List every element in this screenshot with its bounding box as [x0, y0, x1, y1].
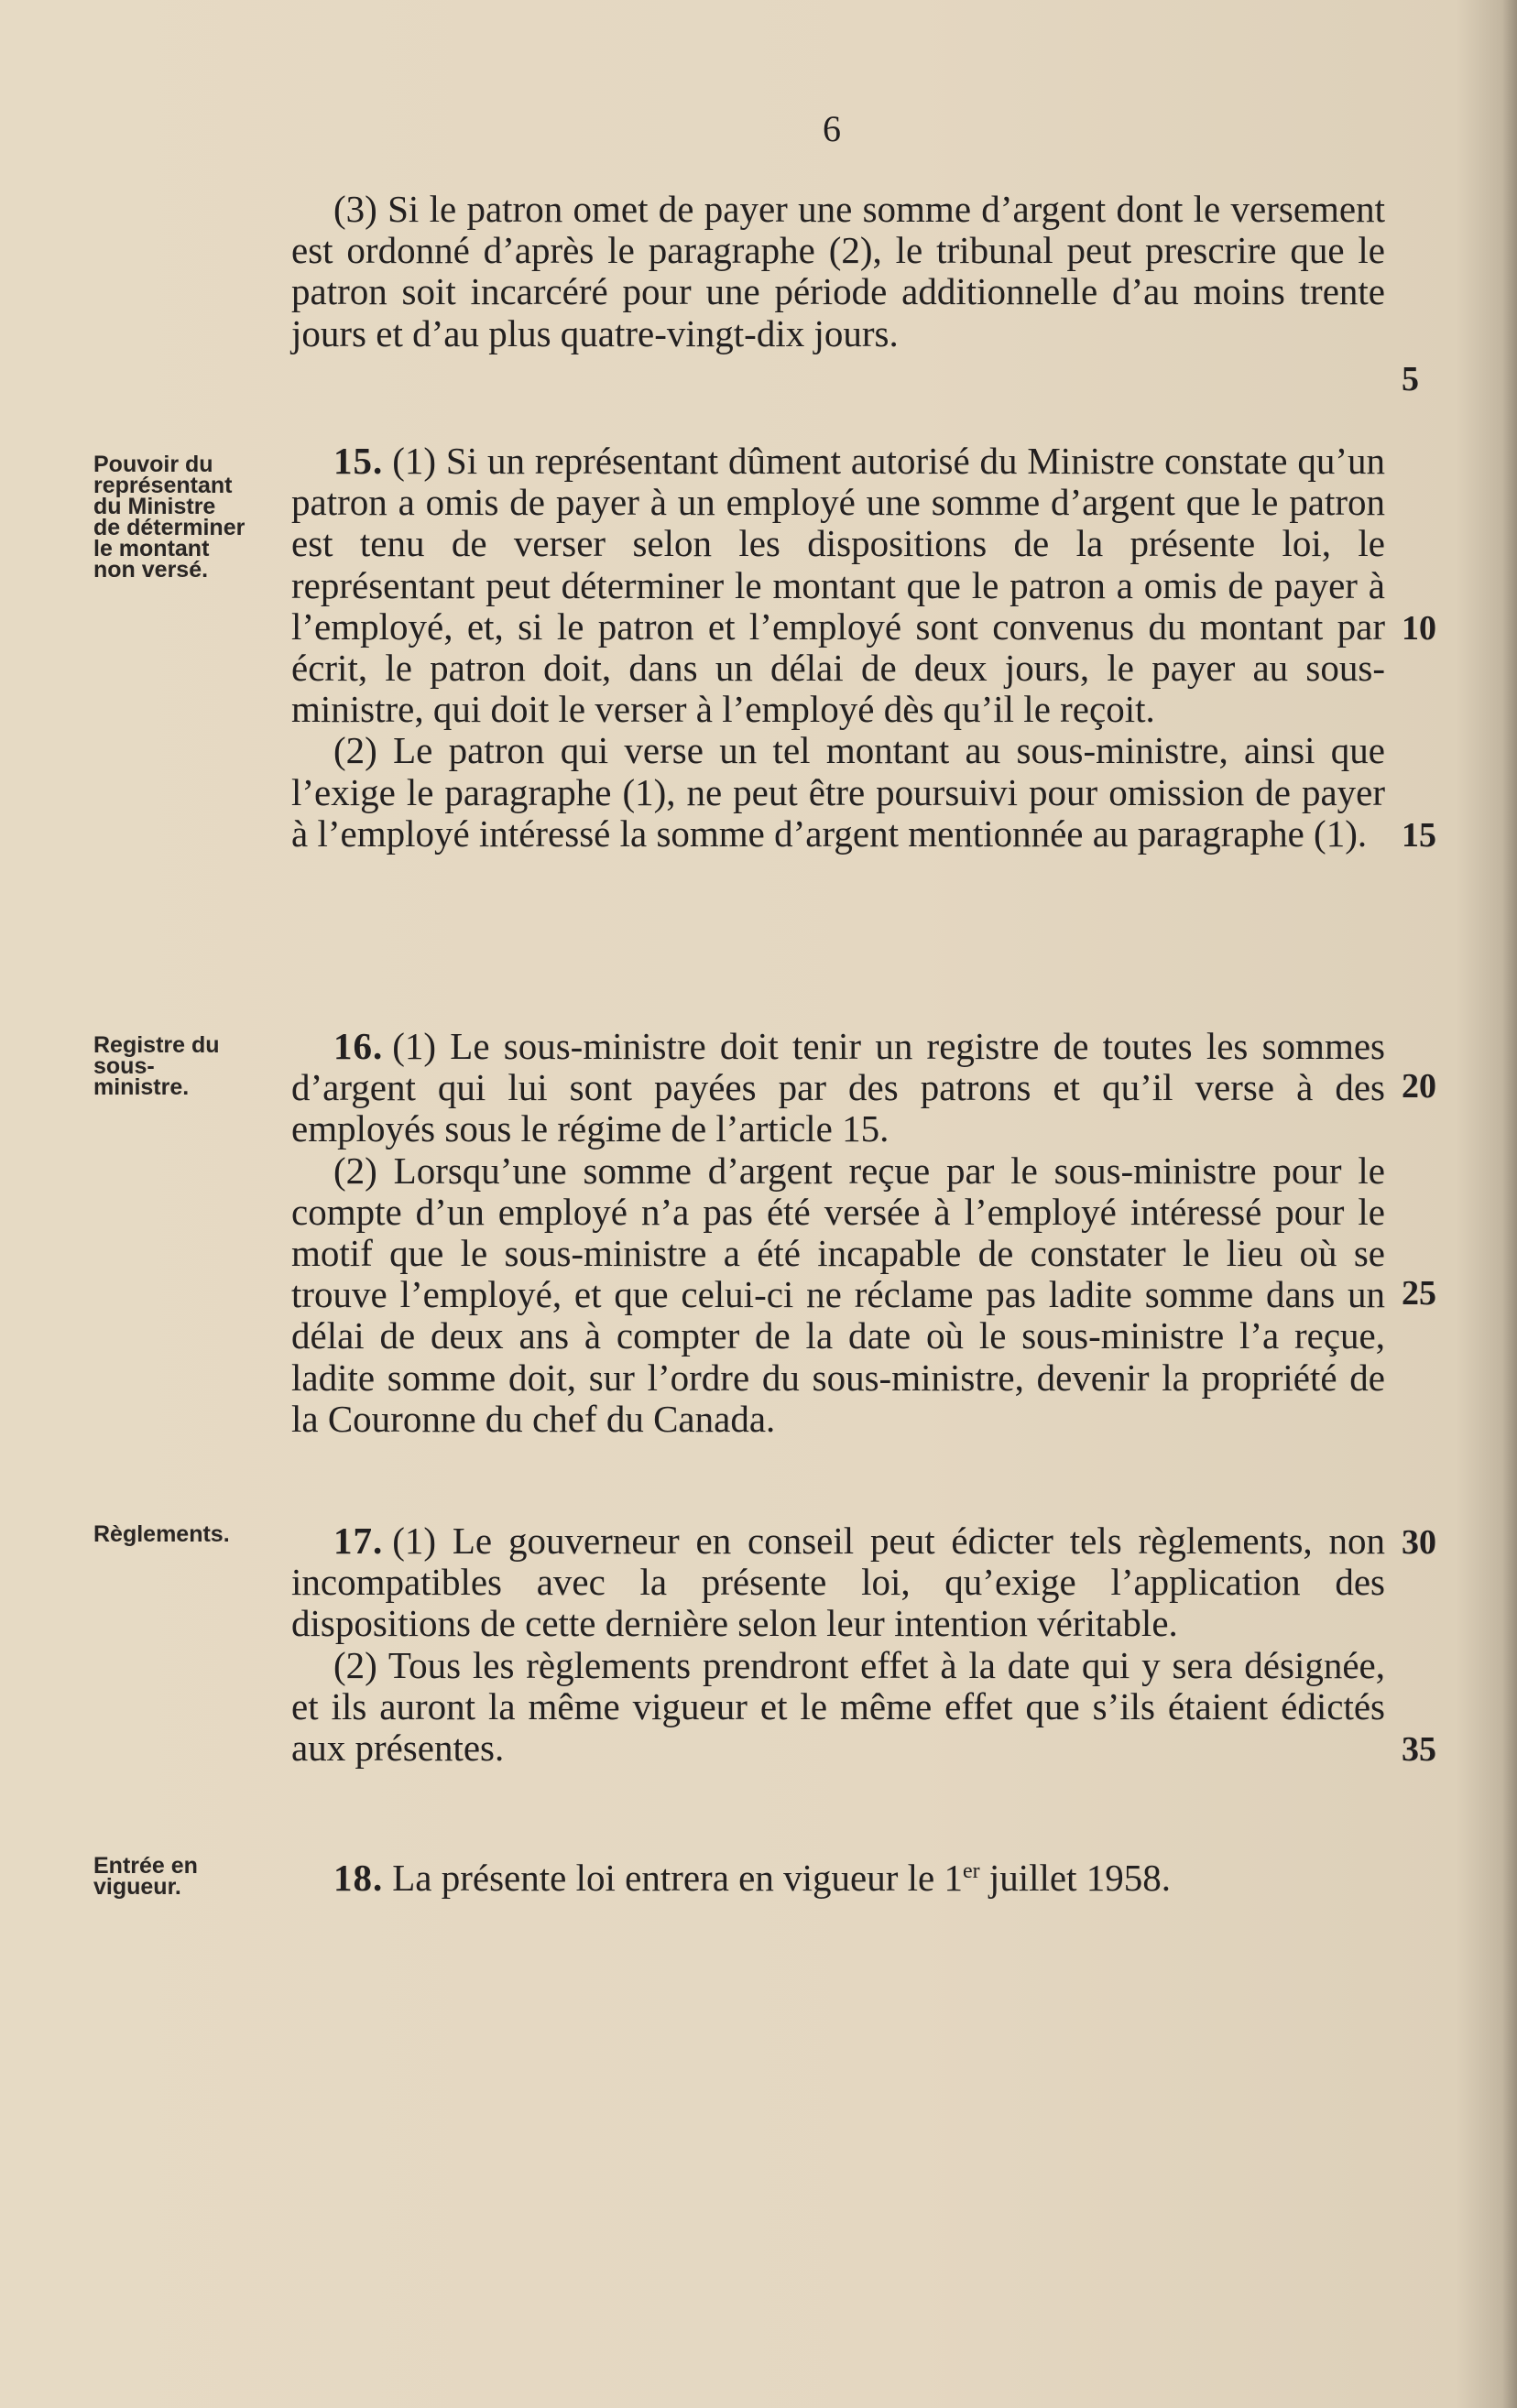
- page-number: 6: [823, 108, 841, 149]
- section-17: [291, 1520, 1385, 1769]
- margin-note-line: Pouvoir du: [93, 452, 213, 477]
- section-16: [291, 1026, 1385, 1440]
- margin-note-section-15: [93, 454, 286, 581]
- line-number: 30: [1402, 1523, 1436, 1562]
- section-18: [291, 1858, 1385, 1899]
- line-number: 5: [1402, 360, 1419, 398]
- margin-note-line: du Ministre: [93, 494, 216, 519]
- line-number: 20: [1402, 1067, 1436, 1106]
- section-18-paragraph: [291, 1858, 1385, 1899]
- section-17-paragraph-1: [291, 1520, 1385, 1645]
- margin-note-section-17: [93, 1521, 286, 1547]
- section-16-paragraph-1: [291, 1026, 1385, 1150]
- line-number: 25: [1402, 1274, 1436, 1313]
- paragraph-text: La présente loi entrera en vigueur le 1: [392, 1857, 963, 1899]
- section-number: 15.: [333, 440, 384, 482]
- paragraph-text: (1) Le gouverneur en conseil peut édicter tels règlements, non incompatibles avec la présente loi, qu’exige l’application des dispositions de cette dernière selon leur intention véritable.: [291, 1520, 1385, 1645]
- section-15: [291, 441, 1385, 855]
- paragraph-text: (1) Le sous-ministre doit tenir un registre de toutes les sommes d’argent qui lui sont payées par des patrons et qu’il verse à des employés sous le régime de l’article 15.: [291, 1025, 1385, 1150]
- section-number: 17.: [333, 1520, 384, 1562]
- section-number: 18.: [333, 1857, 384, 1899]
- margin-note-line: le montant: [93, 536, 210, 561]
- margin-note-line: Entrée en: [93, 1853, 198, 1879]
- margin-note-section-18: [93, 1853, 286, 1900]
- margin-note-line: sous-: [93, 1053, 155, 1079]
- page-edge-shadow: [1502, 0, 1517, 2408]
- section-17-paragraph-2: (2) Tous les règlements prendront effet à la date qui y sera désignée, et ils auront la même vigueur et le même effet que s’ils étaient édictés aux présentes.: [291, 1643, 1385, 1770]
- section-number: 16.: [333, 1025, 384, 1067]
- margin-note-line: Règlements.: [93, 1521, 230, 1547]
- margin-note-line: non versé.: [93, 557, 209, 583]
- margin-note-line: vigueur.: [93, 1874, 181, 1900]
- paragraph-text: (1) Si un représentant dûment autorisé du Ministre constate qu’un patron a omis de payer à un employé une somme d’argent que le patron est tenu de verser selon les dispositions de la présente loi, le représentant peut déterminer le montant que le patron a omis de payer à l’employé, et, si le patron et l’employé sont convenus du montant par écrit, le patron doit, dans un délai de deux jours, le payer au sous-ministre, qui doit le verser à l’employé dès qu’il le reçoit.: [291, 440, 1385, 731]
- margin-note-line: représentant: [93, 473, 233, 498]
- margin-note-section-16: [93, 1032, 286, 1100]
- paragraph-text: (3) Si le patron omet de payer une somme d’argent dont le versement est ordonné d’après le paragraphe (2), le tribunal peut prescrire que le patron soit incarcéré pour une période additionnelle d’au moins trente jours et d’au plus quatre-vingt-dix jours.: [291, 188, 1385, 354]
- superscript: er: [962, 1859, 980, 1883]
- line-number: 10: [1402, 609, 1436, 648]
- section-15-paragraph-1: [291, 441, 1385, 730]
- line-number: 15: [1402, 816, 1436, 855]
- margin-note-line: Registre du: [93, 1032, 220, 1058]
- section-16-paragraph-2: (2) Lorsqu’une somme d’argent reçue par le sous-ministre pour le compte d’un employé n’a pas été versée à l’employé intéressé pour le motif que le sous-ministre a été incapable de constater le lieu où se trouve l’employé, et que celui-ci ne réclame pas ladite somme dans un délai de deux ans à compter de la date où le sous-ministre l’a reçue, ladite somme doit, sur l’ordre du sous-ministre, devenir la propriété de la Couronne du chef du Canada.: [291, 1149, 1385, 1440]
- line-number: 35: [1402, 1730, 1436, 1769]
- section-15-paragraph-2: (2) Le patron qui verse un tel montant au sous-ministre, ainsi que l’exige le paragraphe (1), ne peut être poursuivi pour omission de payer à l’employé intéressé la somme d’argent mentionnée au paragraphe (1).: [291, 729, 1385, 855]
- section-14-paragraph-3: [291, 189, 1385, 354]
- margin-note-line: ministre.: [93, 1074, 190, 1100]
- paragraph-text: juillet 1958.: [979, 1857, 1171, 1899]
- margin-note-line: de déterminer: [93, 515, 246, 540]
